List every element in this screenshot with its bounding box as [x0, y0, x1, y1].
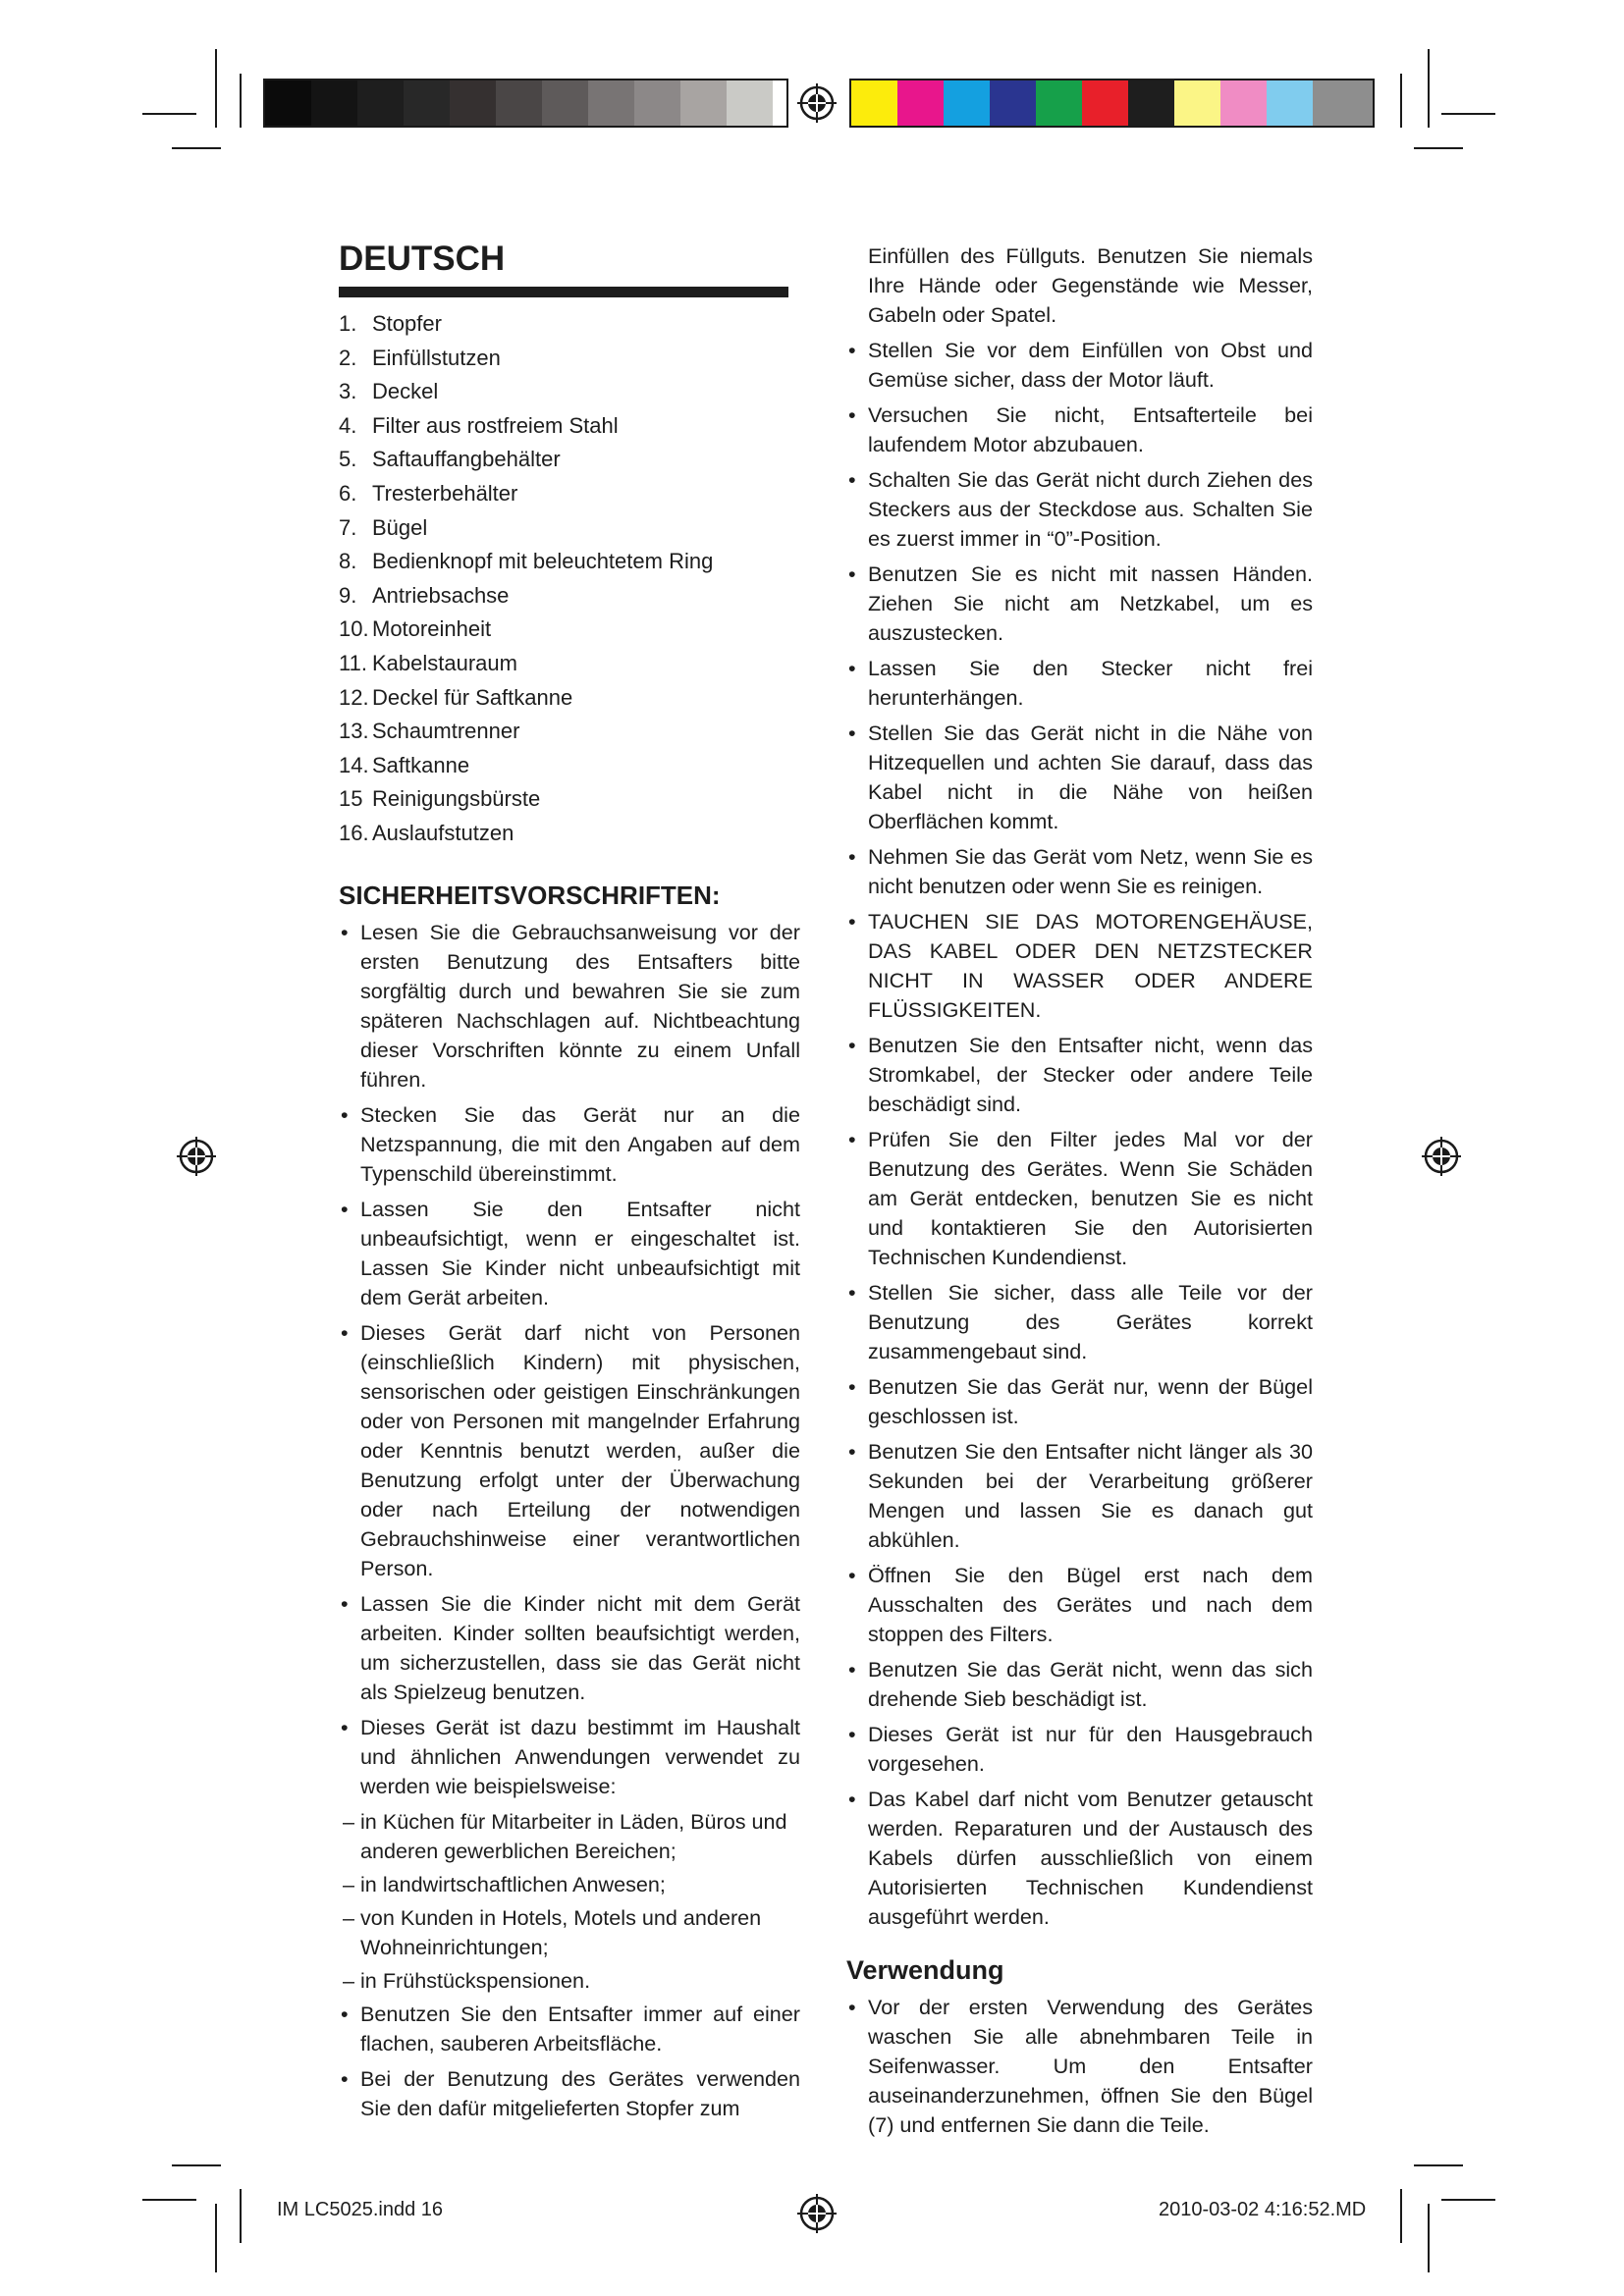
part-item [339, 782, 800, 817]
gray-swatch [680, 80, 727, 126]
part-item [339, 647, 800, 681]
right-column [846, 241, 1313, 2146]
part-label: Kabelstauraum [372, 650, 517, 675]
part-label: Bedienknopf mit beleuchtetem Ring [372, 549, 714, 574]
safety-item: • Lassen Sie den Stecker nicht frei herunterhängen. [846, 654, 1313, 713]
safety-item: • Benutzen Sie es nicht mit nassen Händen. Ziehen Sie nicht am Netzkabel, um es auszustecken. [846, 560, 1313, 648]
safety-list-continued [339, 2000, 800, 2123]
part-number: 10. [339, 616, 369, 642]
part-number: 12. [339, 684, 369, 710]
part-item [339, 613, 800, 647]
part-item [339, 443, 800, 477]
safety-heading: SICHERHEITSVORSCHRIFTEN: [339, 880, 721, 910]
title-underline [339, 287, 788, 297]
part-label: Auslaufstutzen [372, 820, 514, 845]
safety-item: • Lesen Sie die Gebrauchsanweisung vor der ersten Benutzung des Entsafters bitte sorgfältig durch und bewahren Sie sie zum späteren Nachschlagen auf. Nichtbeachtung dieser Vorschriften könnte zu einem Unfall führen. [339, 918, 800, 1095]
safety-item: • Stellen Sie sicher, dass alle Teile vor der Benutzung des Gerätes korrekt zusammengebaut sind. [846, 1278, 1313, 1366]
safety-item: • Stecken Sie das Gerät nur an die Netzspannung, die mit den Angaben auf dem Typenschild übereinstimmt. [339, 1100, 800, 1189]
safety-item: • Das Kabel darf nicht vom Benutzer getauscht werden. Reparaturen und der Austausch des Kabels dürfen ausschließlich von einem Autorisierten Technischen Kundendienst ausgeführt werden. [846, 1785, 1313, 1932]
gray-swatch [773, 80, 786, 126]
registration-mark-icon [797, 2194, 837, 2233]
part-item [339, 681, 800, 716]
part-label: Einfüllstutzen [372, 345, 501, 370]
safety-item: • Bei der Benutzung des Gerätes verwenden Sie den dafür mitgelieferten Stopfer zum [339, 2064, 800, 2123]
color-calibration-bar [849, 79, 1375, 128]
part-number: 16. [339, 820, 369, 845]
part-number: 1. [339, 311, 357, 336]
gray-swatch [727, 80, 773, 126]
usage-case-item: – in Frühstückspensionen. [343, 1967, 591, 1993]
usage-item: • Vor der ersten Verwendung des Gerätes waschen Sie alle abnehmbaren Teile in Seifenwasser. Um den Entsafter auseinanderzunehmen, öffnen Sie den Bügel (7) und entfernen Sie dann die Teile. [846, 1993, 1313, 2140]
safety-item: • Dieses Gerät ist nur für den Hausgebrauch vorgesehen. [846, 1720, 1313, 1779]
safety-item: • Benutzen Sie den Entsafter nicht länger als 30 Sekunden bei der Verarbeitung größerer Mengen und lassen Sie es danach gut abkühlen. [846, 1437, 1313, 1555]
part-label: Reinigungsbürste [372, 786, 541, 812]
part-label: Saftkanne [372, 752, 470, 777]
registration-mark-icon [797, 83, 837, 123]
part-item [339, 375, 800, 409]
usage-case-item: – von Kunden in Hotels, Motels und anderen Wohneinrichtungen; [343, 1904, 762, 1959]
gray-swatch [542, 80, 588, 126]
footer-file-label: IM LC5025.indd 16 [277, 2199, 444, 2220]
usage-cases-list [339, 1807, 800, 1996]
safety-list-right [846, 336, 1313, 1932]
part-item [339, 511, 800, 546]
part-label: Saftauffangbehälter [372, 447, 561, 472]
part-item [339, 749, 800, 783]
part-number: 14. [339, 752, 369, 777]
color-swatch [944, 80, 990, 126]
color-swatch [1267, 80, 1313, 126]
part-number: 4. [339, 412, 357, 438]
part-number: 13. [339, 719, 369, 744]
gray-swatch [357, 80, 404, 126]
gray-swatch [588, 80, 634, 126]
color-swatch [990, 80, 1036, 126]
part-number: 2. [339, 345, 357, 370]
part-item [339, 715, 800, 749]
part-number: 3. [339, 379, 357, 404]
usage-case-item: – in Küchen für Mitarbeiter in Läden, Büros und anderen gewerblichen Bereichen; [343, 1808, 787, 1863]
part-label: Deckel [372, 379, 439, 404]
safety-item: • Benutzen Sie den Entsafter nicht, wenn das Stromkabel, der Stecker oder andere Teile beschädigt sind. [846, 1031, 1313, 1119]
color-swatch [1128, 80, 1174, 126]
part-item [339, 307, 800, 342]
safety-item: • Stellen Sie vor dem Einfüllen von Obst und Gemüse sicher, dass der Motor läuft. [846, 336, 1313, 395]
safety-item: • Dieses Gerät ist dazu bestimmt im Haushalt und ähnlichen Anwendungen verwendet zu werden wie beispielsweise: [339, 1713, 800, 1801]
gray-swatch [450, 80, 496, 126]
gray-swatch [311, 80, 357, 126]
color-swatch [1313, 80, 1373, 126]
parts-list [339, 307, 800, 851]
gray-swatch [404, 80, 450, 126]
part-label: Bügel [372, 514, 428, 540]
part-number: 11. [339, 650, 367, 675]
continued-paragraph: Einfüllen des Füllguts. Benutzen Sie niemals Ihre Hände oder Gegenstände wie Messer, Gabeln oder Spatel. [868, 243, 1313, 327]
part-item [339, 342, 800, 376]
usage-list [846, 1993, 1313, 2140]
part-item [339, 409, 800, 444]
part-label: Tresterbehälter [372, 480, 518, 506]
safety-item: • Prüfen Sie den Filter jedes Mal vor der Benutzung des Gerätes. Wenn Sie Schäden am Gerät entdecken, benutzen Sie es nicht und kontaktieren Sie den Autorisierten Technischen Kundendienst. [846, 1125, 1313, 1272]
safety-item: • Benutzen Sie den Entsafter immer auf einer flachen, sauberen Arbeitsfläche. [339, 2000, 800, 2058]
safety-list [339, 918, 800, 1801]
part-number: 5. [339, 447, 357, 472]
grayscale-calibration-bar [263, 79, 788, 128]
part-label: Schaumtrenner [372, 719, 520, 744]
gray-swatch [496, 80, 542, 126]
safety-item: • Schalten Sie das Gerät nicht durch Ziehen des Steckers aus der Steckdose aus. Schalten Sie es zuerst immer in “0”-Position. [846, 465, 1313, 554]
part-number: 9. [339, 582, 357, 608]
part-item [339, 817, 800, 851]
color-swatch [897, 80, 944, 126]
safety-item: • Stellen Sie das Gerät nicht in die Nähe von Hitzequellen und achten Sie darauf, dass das Kabel nicht in die Nähe von heißen Oberflächen kommt. [846, 719, 1313, 836]
footer-timestamp: 2010-03-02 4:16:52.MD [1159, 2199, 1367, 2220]
safety-item: • Lassen Sie den Entsafter nicht unbeaufsichtigt, wenn er eingeschaltet ist. Lassen Sie Kinder nicht unbeaufsichtigt mit dem Gerät arbeiten. [339, 1195, 800, 1312]
color-swatch [1082, 80, 1128, 126]
part-item [339, 477, 800, 511]
part-label: Filter aus rostfreiem Stahl [372, 412, 619, 438]
safety-item: • Dieses Gerät darf nicht von Personen (einschließlich Kindern) mit physischen, sensorischen oder geistigen Einschränkungen oder von Personen mit mangelnder Erfahrung oder Kenntnis benutzt werden, außer die Benutzung erfolgt unter der Überwachung oder nach Erteilung der notwendigen Gebrauchshinweise einer verantwortlichen Person. [339, 1318, 800, 1583]
color-swatch [851, 80, 897, 126]
color-swatch [1220, 80, 1267, 126]
registration-mark-icon [177, 1137, 216, 1176]
safety-item: • TAUCHEN SIE DAS MOTORENGEHÄUSE, DAS KABEL ODER DEN NETZSTECKER NICHT IN WASSER ODER ANDERE FLÜSSIGKEITEN. [846, 907, 1313, 1025]
part-number: 8. [339, 549, 357, 574]
gray-swatch [634, 80, 680, 126]
part-item [339, 545, 800, 579]
language-title: DEUTSCH [339, 240, 506, 278]
safety-item: • Versuchen Sie nicht, Entsafterteile bei laufendem Motor abzubauen. [846, 400, 1313, 459]
safety-item: • Benutzen Sie das Gerät nicht, wenn das sich drehende Sieb beschädigt ist. [846, 1655, 1313, 1714]
safety-item: • Öffnen Sie den Bügel erst nach dem Ausschalten des Gerätes und nach dem stoppen des Filters. [846, 1561, 1313, 1649]
usage-case-item: – in landwirtschaftlichen Anwesen; [343, 1871, 666, 1896]
part-number: 7. [339, 514, 357, 540]
safety-item: • Nehmen Sie das Gerät vom Netz, wenn Sie es nicht benutzen oder wenn Sie es reinigen. [846, 842, 1313, 901]
part-label: Motoreinheit [372, 616, 492, 642]
gray-swatch [265, 80, 311, 126]
part-label: Stopfer [372, 311, 442, 336]
part-label: Antriebsachse [372, 582, 510, 608]
part-number: 6. [339, 480, 357, 506]
safety-item: • Benutzen Sie das Gerät nur, wenn der Bügel geschlossen ist. [846, 1372, 1313, 1431]
usage-heading: Verwendung [846, 1955, 1004, 1985]
safety-item: • Lassen Sie die Kinder nicht mit dem Gerät arbeiten. Kinder sollten beaufsichtigt werden, um sicherzustellen, dass sie das Gerät nicht als Spielzeug benutzen. [339, 1589, 800, 1707]
part-label: Deckel für Saftkanne [372, 684, 573, 710]
part-item [339, 579, 800, 614]
part-number: 15 [339, 786, 363, 812]
left-column [339, 230, 800, 2129]
color-swatch [1174, 80, 1220, 126]
registration-mark-icon [1422, 1137, 1461, 1176]
color-swatch [1036, 80, 1082, 126]
